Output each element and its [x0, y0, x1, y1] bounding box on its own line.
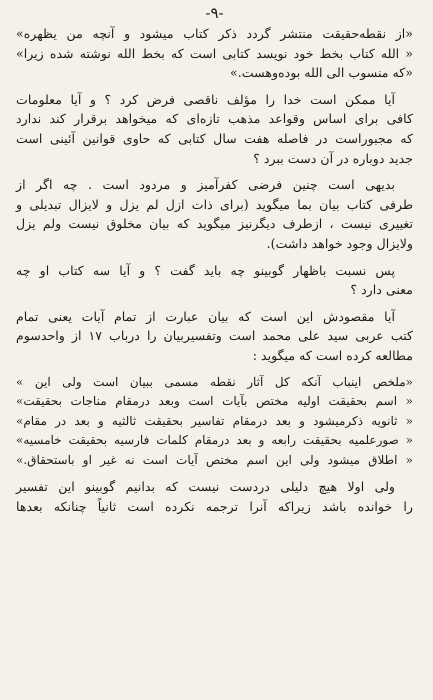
text-line: که مجبوراست در فاصله هفت سال کتابی که حاوی قوانین آئینی است: [16, 130, 413, 146]
text-line: ولی اولا هیچ دلیلی دردست نیست که بدانیم گوبینو این تفسیر: [16, 479, 395, 495]
text-line: طرفی کتاب بیان بما میگوید (برای ذات ازل لم یزل و لایزال تبدیلی و: [16, 196, 413, 212]
text-line: کافی برای اساس وقواعد مذهب تازه‌ای که میخواهد برقرار کند ندارد: [16, 111, 413, 127]
quoted-passage: [16, 373, 413, 471]
paragraph: [16, 90, 413, 168]
text-line: ولایزال وجود خواهد داشت).: [266, 235, 413, 251]
text-line: را خوانده باشد زیراکه آنرا ترجمه نکرده است ثانیاً چنانکه بعدها: [16, 499, 413, 515]
paragraph: [16, 175, 413, 253]
text-line: معنی دارد ؟: [350, 282, 413, 298]
text-line: « الله کتاب بخط خود نویسد کتابی است که بخط الله نوشته شده زیرا»: [16, 45, 413, 61]
text-line: تغییری نیست ، ازطرف دیگرنیز میگوید که بیان مخلوق نیست ولم یزل: [16, 216, 413, 232]
paragraph: [16, 307, 413, 366]
text-line: «که منسوب الی الله بوده‌وهست.»: [230, 65, 413, 81]
paragraph: [16, 261, 413, 300]
text-line: پس نسبت باظهار گوبینو چه باید گفت ؟ و آیا سه کتاب او چه: [16, 262, 395, 278]
text-line: «ملخص اینباب آنکه کل آثار نقطه مسمی ببیان است ولی این »: [16, 374, 413, 389]
text-line: « اسم بحقیقت اولیه مختص بآیات است وبعد درمقام مناجات بحقیقت»: [16, 394, 413, 409]
text-line: آیا مقصودش این است که بیان عبارت از تمام آیات یعنی تمام: [16, 308, 395, 324]
text-line: کتب عربی سید علی محمد است وتفسیربیان را درباب ۱۷ از واحدسوم: [16, 328, 413, 344]
paragraph-gap: [16, 254, 413, 261]
paragraph: [16, 24, 413, 83]
paragraph-gap: [16, 470, 413, 477]
text-line: بدیهی است چنین فرضی کفرآمیز و مردود است . چه اگر از: [16, 177, 395, 193]
paragraph-gap: [16, 300, 413, 307]
text-line: آیا ممکن است خدا را مؤلف ناقصی فرض کرد ؟ و آیا معلومات: [16, 91, 395, 107]
text-line: مطالعه کرده است که میگوید :: [252, 347, 413, 363]
text-line: « اطلاق میشود ولی این اسم مختص آیات است نه غیر او باستحقاق.»: [16, 452, 413, 467]
text-line: « ثانویه ذکرمیشود و بعد درمقام تفاسیر بحقیقت ثالثیه و بعد در مقام»: [16, 413, 413, 428]
paragraph-gap: [16, 366, 413, 373]
paragraph: [16, 477, 413, 516]
text-line: «از نقطه‌حقیقت منتشر گردد ذکر کتاب میشود و آنچه من یظهره»: [16, 26, 413, 41]
page-number: -۹-: [205, 4, 224, 22]
body-text: [16, 24, 413, 517]
text-line: « صورعلمیه بحقیقت رابعه و بعد درمقام کلمات فارسیه بحقیقت خامسیه»: [16, 433, 413, 448]
paragraph-gap: [16, 83, 413, 90]
paragraph-gap: [16, 168, 413, 175]
text-line: جدید دوباره در آن دست ببرد ؟: [253, 150, 413, 166]
